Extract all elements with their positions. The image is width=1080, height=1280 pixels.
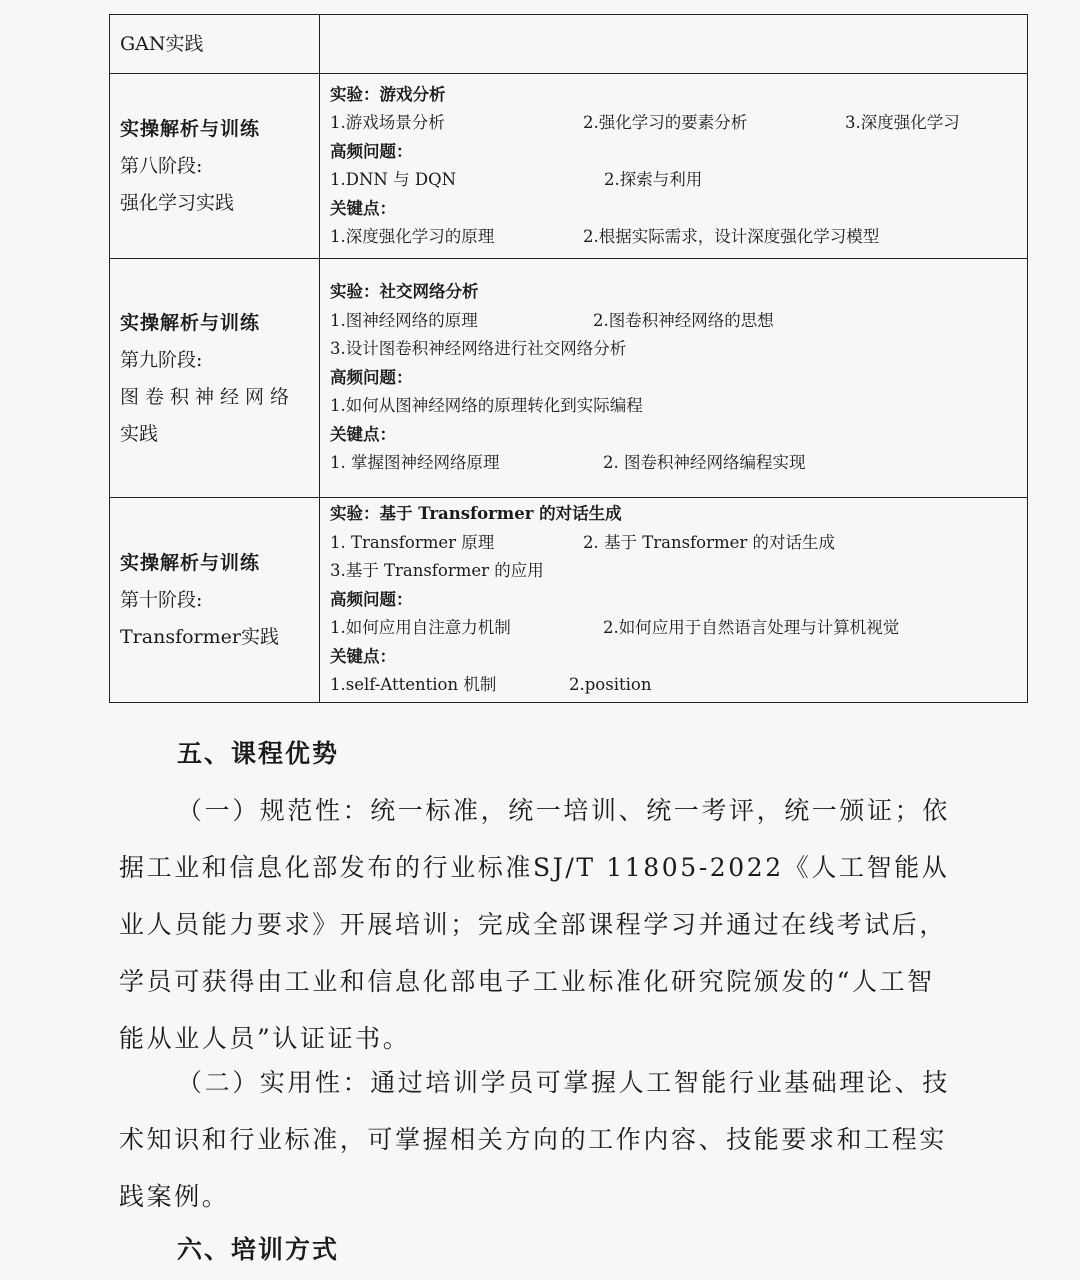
experiment-items (330, 109, 1017, 138)
stage-cell (110, 498, 320, 703)
stage-cell (110, 259, 320, 498)
experiment-title: 实验：基于 Transformer 的对话生成 (330, 504, 622, 523)
stage-number: 第八阶段: (120, 155, 203, 177)
stage-cell (110, 15, 320, 74)
table-row (110, 498, 1028, 703)
list-item: 1. 掌握图神经网络原理 (330, 453, 500, 473)
stage-cell (110, 74, 320, 259)
list-item: 1.DNN 与 DQN (330, 170, 457, 189)
content-cell (320, 498, 1028, 703)
faq-title: 高频问题： (330, 589, 413, 609)
stage-number: 第十阶段: (120, 588, 203, 611)
stage-label: GAN实践 (120, 33, 204, 55)
key-title: 关键点： (330, 198, 396, 218)
list-item: 3.深度强化学习 (845, 113, 960, 132)
stage-category: 实操解析与训练 (120, 118, 261, 140)
experiment-items (330, 307, 1017, 336)
list-item: 1.游戏场景分析 (330, 113, 445, 132)
list-item: 1.如何从图神经网络的原理转化到实际编程 (330, 396, 643, 416)
list-item: 1. Transformer 原理 (330, 532, 495, 552)
stage-category: 实操解析与训练 (120, 551, 261, 574)
list-item: 3.基于 Transformer 的应用 (330, 561, 544, 580)
faq-items (330, 614, 1017, 643)
list-item: 1.图神经网络的原理 (330, 310, 478, 330)
list-item: 1.深度强化学习的原理 (330, 227, 495, 246)
key-items (330, 671, 1017, 700)
list-item: 2.position (569, 675, 652, 694)
key-title: 关键点： (330, 424, 396, 444)
list-item: 3.设计图卷积神经网络进行社交网络分析 (330, 339, 627, 359)
stage-number: 第九阶段: (120, 348, 203, 371)
content-cell (320, 74, 1028, 259)
faq-title: 高频问题： (330, 367, 413, 387)
experiment-title: 实验：社交网络分析 (330, 282, 479, 302)
list-item: 2.图卷积神经网络的思想 (593, 310, 774, 330)
list-item: 1.self-Attention 机制 (330, 675, 497, 694)
list-item: 2.强化学习的要素分析 (583, 113, 748, 132)
list-item: 1.如何应用自注意力机制 (330, 618, 511, 637)
section-heading: 五、课程优势 (177, 739, 340, 768)
content-cell (320, 259, 1028, 498)
syllabus-table (109, 14, 1028, 703)
faq-items (330, 166, 1017, 195)
key-items (330, 449, 1017, 478)
stage-title: 强化学习实践 (120, 192, 235, 214)
faq-title: 高频问题： (330, 141, 413, 161)
section-heading: 六、培训方式 (177, 1235, 340, 1264)
table-row (110, 15, 1028, 74)
key-title: 关键点： (330, 646, 396, 666)
table-row (110, 259, 1028, 498)
experiment-items (330, 529, 1017, 558)
experiment-title: 实验：游戏分析 (330, 84, 446, 104)
list-item: 2.根据实际需求，设计深度强化学习模型 (583, 227, 880, 246)
paragraph: （二）实用性：通过培训学员可掌握人工智能行业基础理论、技术知识和行业标准，可掌握相关方向的工作内容、技能要求和工程实践案例。 (119, 1068, 950, 1211)
stage-title: 图卷积神经网络 (120, 385, 296, 408)
content-cell (320, 15, 1028, 74)
paragraph: （一）规范性：统一标准，统一培训、统一考评，统一颁证；依据工业和信息化部发布的行业标准SJ/T 11805-2022《人工智能从业人员能力要求》开展培训；完成全部课程学习并通过在线考试后，学员可获得由工业和信息化部电子工业标准化研究院颁发的“人工智能从业人员”认证证书。 (119, 796, 950, 1053)
key-items (330, 223, 1017, 252)
list-item: 2.探索与利用 (604, 170, 703, 189)
table-row (110, 74, 1028, 259)
stage-title: Transformer实践 (120, 625, 279, 648)
stage-category: 实操解析与训练 (120, 311, 261, 334)
list-item: 2.如何应用于自然语言处理与计算机视觉 (603, 618, 900, 637)
stage-title-cont: 实践 (120, 422, 159, 445)
list-item: 2. 基于 Transformer 的对话生成 (583, 532, 836, 552)
list-item: 2. 图卷积神经网络编程实现 (603, 453, 806, 473)
